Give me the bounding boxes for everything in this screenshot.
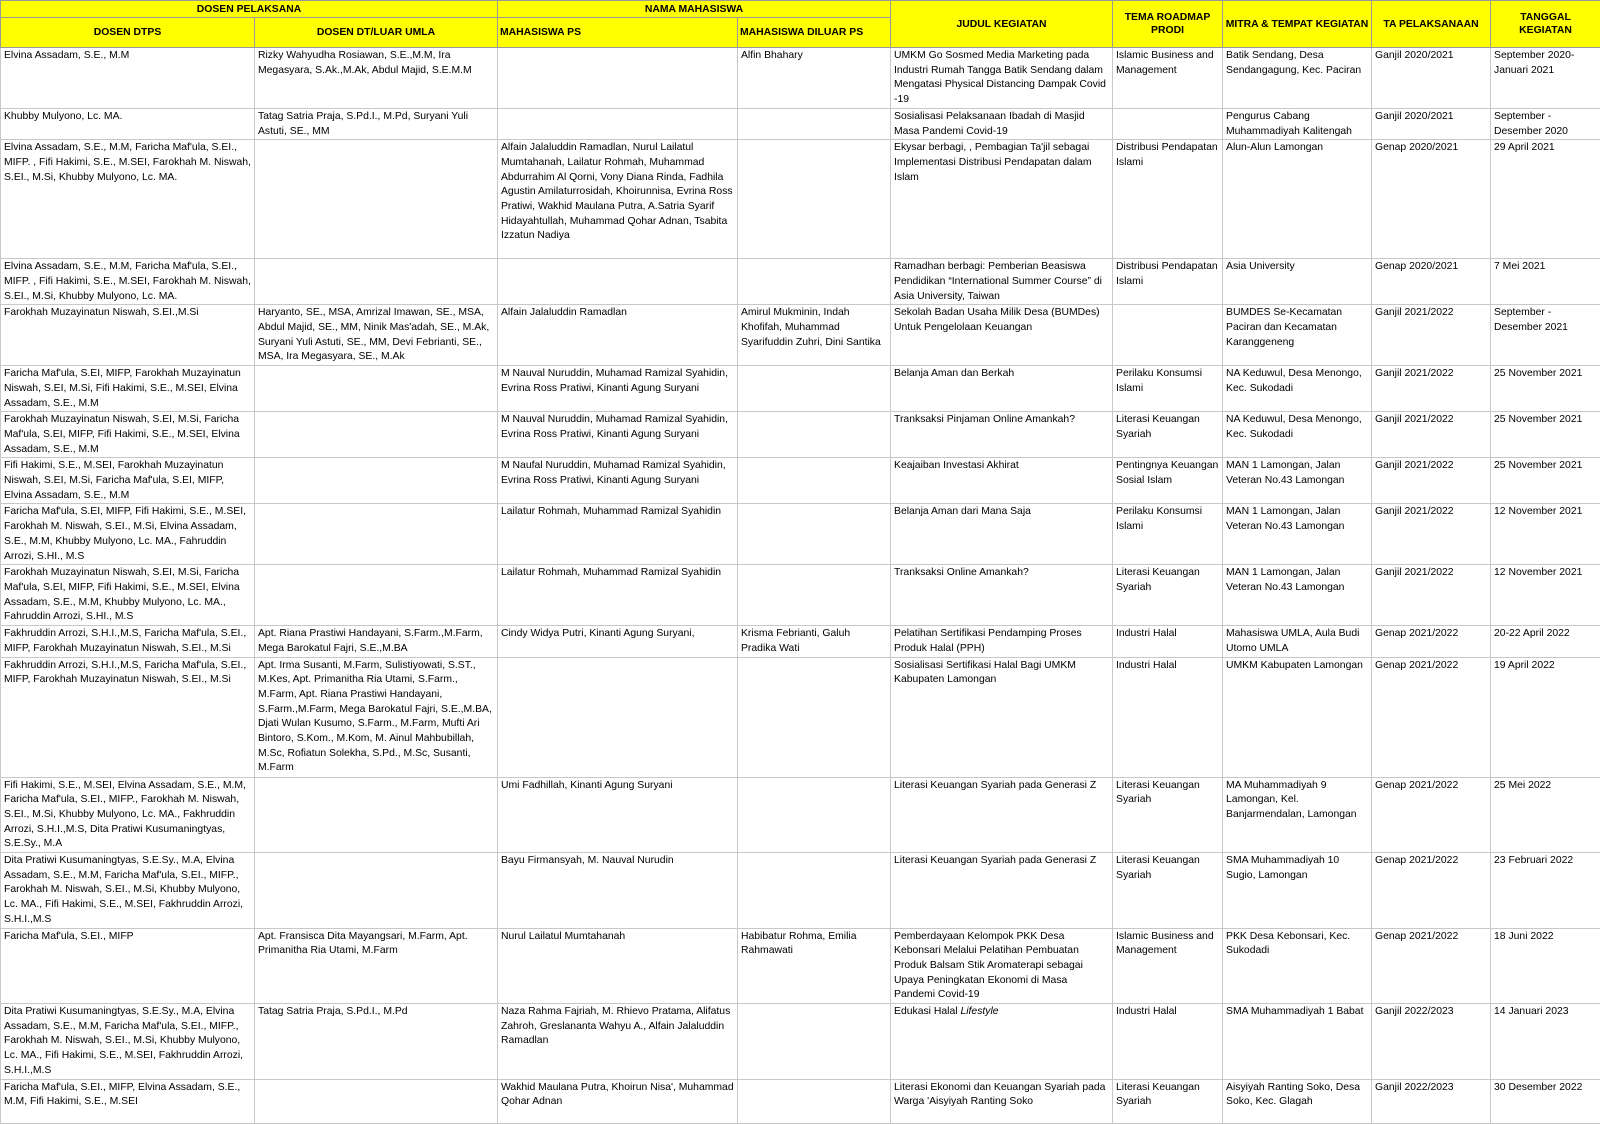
cell-mahasiswa-luar[interactable] bbox=[738, 565, 891, 626]
cell-mahasiswa-luar[interactable] bbox=[738, 259, 891, 305]
header-mahasiswa-ps: MAHASISWA PS bbox=[498, 18, 738, 48]
cell-mahasiswa-ps[interactable] bbox=[498, 259, 738, 305]
header-tema-roadmap: TEMA ROADMAP PRODI bbox=[1113, 1, 1223, 48]
cell-tema[interactable]: Perilaku Konsumsi Islami bbox=[1113, 366, 1223, 412]
cell-mahasiswa-luar[interactable]: Habibatur Rohma, Emilia Rahmawati bbox=[738, 928, 891, 1004]
cell-tanggal[interactable]: 18 Juni 2022 bbox=[1491, 928, 1600, 1004]
table-row bbox=[1, 1079, 1600, 1123]
cell-mahasiswa-ps[interactable]: Bayu Firmansyah, M. Nauval Nurudin bbox=[498, 853, 738, 929]
cell-tema[interactable]: Distribusi Pendapatan Islami bbox=[1113, 259, 1223, 305]
cell-dosen-luar[interactable]: Tatag Satria Praja, S.Pd.I., M.Pd bbox=[255, 1004, 498, 1080]
cell-dosen-dtps[interactable]: Faricha Maf'ula, S.EI, MIFP, Farokhah Muzayinatun Niswah, S.EI, M.Si, Fifi Hakimi, S.E., M.SEI, Elvina Assadam, S.E., M.M bbox=[1, 366, 255, 412]
cell-mitra[interactable]: Batik Sendang, Desa Sendangagung, Kec. Paciran bbox=[1223, 48, 1372, 109]
table-body bbox=[1, 48, 1600, 1124]
cell-mitra[interactable]: MA Muhammadiyah 9 Lamongan, Kel. Banjarmendalan, Lamongan bbox=[1223, 777, 1372, 853]
cell-ta[interactable]: Genap 2021/2022 bbox=[1372, 657, 1491, 777]
cell-judul[interactable]: Sekolah Badan Usaha Milik Desa (BUMDes) Untuk Pengelolaan Keuangan bbox=[891, 305, 1113, 366]
cell-ta[interactable]: Genap 2021/2022 bbox=[1372, 928, 1491, 1004]
cell-judul[interactable]: Keajaiban Investasi Akhirat bbox=[891, 458, 1113, 504]
table-row bbox=[1, 305, 1600, 366]
judul-italic-text: Lifestyle bbox=[960, 1006, 998, 1017]
cell-judul[interactable]: Ramadhan berbagi: Pemberian Beasiswa Pendidikan “International Summer Course” di Asia University, Taiwan bbox=[891, 259, 1113, 305]
table-row bbox=[1, 48, 1600, 109]
cell-mahasiswa-ps[interactable]: Alfain Jalaluddin Ramadlan, Nurul Lailatul Mumtahanah, Lailatur Rohmah, Muhammad Abdurrahim Al Qorni, Vony Diana Rinda, Fadhila Agustin Amilaturrosidah, Khoirunnisa, Evrina Ross Pratiwi, Wakhid Maulana Putra, A.Satria Syarif Hidayahtullah, Muhammad Qohar Adnan, Tsabita Izzatun Nadiya bbox=[498, 140, 738, 259]
cell-mahasiswa-luar[interactable] bbox=[738, 853, 891, 929]
judul-text: Edukasi Halal bbox=[894, 1006, 960, 1017]
cell-mahasiswa-ps[interactable]: Cindy Widya Putri, Kinanti Agung Suryani, bbox=[498, 626, 738, 657]
cell-ta[interactable]: Genap 2021/2022 bbox=[1372, 853, 1491, 929]
cell-dosen-luar[interactable]: Rizky Wahyudha Rosiawan, S.E.,M.M, Ira Megasyara, S.Ak.,M.Ak, Abdul Majid, S.E.M.M bbox=[255, 48, 498, 109]
cell-judul[interactable]: Literasi Keuangan Syariah pada Generasi Z bbox=[891, 853, 1113, 929]
cell-mahasiswa-ps[interactable] bbox=[498, 657, 738, 777]
table-row bbox=[1, 412, 1600, 458]
cell-mitra[interactable]: SMA Muhammadiyah 10 Sugio, Lamongan bbox=[1223, 853, 1372, 929]
cell-ta[interactable]: Genap 2020/2021 bbox=[1372, 140, 1491, 259]
cell-dosen-dtps[interactable]: Khubby Mulyono, Lc. MA. bbox=[1, 108, 255, 139]
cell-ta[interactable]: Ganjil 2021/2022 bbox=[1372, 565, 1491, 626]
header-dosen-dtps: DOSEN DTPS bbox=[1, 18, 255, 48]
cell-mahasiswa-ps[interactable]: M Naufal Nuruddin, Muhamad Ramizal Syahidin, Evrina Ross Pratiwi, Kinanti Agung Suryani bbox=[498, 458, 738, 504]
cell-judul[interactable]: Tranksaksi Online Amankah? bbox=[891, 565, 1113, 626]
header-mitra-tempat: MITRA & TEMPAT KEGIATAN bbox=[1223, 1, 1372, 48]
cell-tanggal[interactable]: 14 Januari 2023 bbox=[1491, 1004, 1600, 1080]
cell-tanggal[interactable]: 19 April 2022 bbox=[1491, 657, 1600, 777]
cell-ta[interactable]: Ganjil 2020/2021 bbox=[1372, 108, 1491, 139]
table-row bbox=[1, 140, 1600, 259]
cell-dosen-dtps[interactable]: Farokhah Muzayinatun Niswah, S.EI.,M.Si bbox=[1, 305, 255, 366]
cell-dosen-luar[interactable] bbox=[255, 504, 498, 565]
cell-mahasiswa-luar[interactable] bbox=[738, 1079, 891, 1123]
cell-tanggal[interactable]: 25 November 2021 bbox=[1491, 366, 1600, 412]
cell-ta[interactable]: Ganjil 2021/2022 bbox=[1372, 458, 1491, 504]
table-row bbox=[1, 366, 1600, 412]
cell-tema[interactable]: Literasi Keuangan Syariah bbox=[1113, 1079, 1223, 1123]
cell-ta[interactable]: Ganjil 2021/2022 bbox=[1372, 305, 1491, 366]
cell-tanggal[interactable]: September - Desember 2020 bbox=[1491, 108, 1600, 139]
cell-dosen-luar[interactable] bbox=[255, 366, 498, 412]
cell-mahasiswa-luar[interactable] bbox=[738, 657, 891, 777]
cell-mitra[interactable]: NA Keduwul, Desa Menongo, Kec. Sukodadi bbox=[1223, 366, 1372, 412]
cell-tema[interactable]: Literasi Keuangan Syariah bbox=[1113, 853, 1223, 929]
cell-tema[interactable]: Literasi Keuangan Syariah bbox=[1113, 777, 1223, 853]
cell-judul[interactable]: Ekysar berbagi, , Pembagian Ta'jil sebagai Implementasi Distribusi Pendapatan dalam Islam bbox=[891, 140, 1113, 259]
cell-tanggal[interactable]: 12 November 2021 bbox=[1491, 504, 1600, 565]
header-judul-kegiatan: JUDUL KEGIATAN bbox=[891, 1, 1113, 48]
cell-tema[interactable] bbox=[1113, 108, 1223, 139]
cell-mitra[interactable]: Mahasiswa UMLA, Aula Budi Utomo UMLA bbox=[1223, 626, 1372, 657]
cell-dosen-dtps[interactable]: Faricha Maf'ula, S.EI, MIFP, Fifi Hakimi, S.E., M.SEI, Farokhah M. Niswah, S.EI., M.Si, Elvina Assadam, S.E., M.M, Khubby Mulyono, Lc. MA., Fahruddin Arrozi, S.HI., M.S bbox=[1, 504, 255, 565]
cell-tema[interactable]: Distribusi Pendapatan Islami bbox=[1113, 140, 1223, 259]
table-row bbox=[1, 108, 1600, 139]
cell-ta[interactable]: Genap 2021/2022 bbox=[1372, 777, 1491, 853]
cell-dosen-luar[interactable] bbox=[255, 1079, 498, 1123]
cell-dosen-luar[interactable] bbox=[255, 140, 498, 259]
header-dosen-dt-luar: DOSEN DT/LUAR UMLA bbox=[255, 18, 498, 48]
cell-mahasiswa-ps[interactable]: M Nauval Nuruddin, Muhamad Ramizal Syahidin, Evrina Ross Pratiwi, Kinanti Agung Suryani bbox=[498, 366, 738, 412]
cell-tema[interactable]: Islamic Business and Management bbox=[1113, 928, 1223, 1004]
cell-judul[interactable]: Belanja Aman dari Mana Saja bbox=[891, 504, 1113, 565]
cell-ta[interactable]: Ganjil 2020/2021 bbox=[1372, 48, 1491, 109]
cell-mahasiswa-ps[interactable]: M Nauval Nuruddin, Muhamad Ramizal Syahidin, Evrina Ross Pratiwi, Kinanti Agung Suryani bbox=[498, 412, 738, 458]
cell-mahasiswa-ps[interactable]: Nurul Lailatul Mumtahanah bbox=[498, 928, 738, 1004]
cell-dosen-dtps[interactable]: Fakhruddin Arrozi, S.H.I.,M.S, Faricha Maf'ula, S.EI., MIFP, Farokhah Muzayinatun Niswah, S.EI., M.Si bbox=[1, 657, 255, 777]
cell-mahasiswa-ps[interactable] bbox=[498, 108, 738, 139]
cell-dosen-dtps[interactable]: Farokhah Muzayinatun Niswah, S.EI, M.Si, Faricha Maf'ula, S.EI, MIFP, Fifi Hakimi, S.E., M.SEI, Elvina Assadam, S.E., M.M bbox=[1, 412, 255, 458]
cell-mahasiswa-luar[interactable] bbox=[738, 777, 891, 853]
cell-dosen-luar[interactable]: Apt. Irma Susanti, M.Farm, Sulistiyowati, S.ST., M.Kes, Apt. Primanitha Ria Utami, S.Farm., M.Farm, Apt. Riana Prastiwi Handayani, S.Farm.,M.Farm, Mega Barokatul Fajri, S.E.,M.BA, Djati Wulan Kusumo, S.Farm., M.Farm, Mufti Ari Bintoro, S.Kom., M.Kom, M. Ainul Mahbubillah, M.Sc, Rofiatun Solekha, S.Pd., M.Sc, Susanti, M.Farm bbox=[255, 657, 498, 777]
cell-dosen-luar[interactable] bbox=[255, 853, 498, 929]
table-row bbox=[1, 777, 1600, 853]
cell-judul[interactable]: Pemberdayaan Kelompok PKK Desa Kebonsari Melalui Pelatihan Pembuatan Produk Balsam Stik Aromaterapi sebagai Upaya Peningkatan Ekonomi di Masa Pandemi Covid-19 bbox=[891, 928, 1113, 1004]
cell-tanggal[interactable]: 29 April 2021 bbox=[1491, 140, 1600, 259]
cell-ta[interactable]: Ganjil 2021/2022 bbox=[1372, 504, 1491, 565]
cell-dosen-dtps[interactable]: Farokhah Muzayinatun Niswah, S.EI, M.Si, Faricha Maf'ula, S.EI, MIFP, Fifi Hakimi, S.E., M.SEI, Elvina Assadam, S.E., M.M, Khubby Mulyono, Lc. MA., Fahruddin Arrozi, S.HI., M.S bbox=[1, 565, 255, 626]
cell-mahasiswa-luar[interactable]: Amirul Mukminin, Indah Khofifah, Muhammad Syarifuddin Zuhri, Dini Santika bbox=[738, 305, 891, 366]
cell-mahasiswa-ps[interactable]: Alfain Jalaluddin Ramadlan bbox=[498, 305, 738, 366]
cell-dosen-luar[interactable]: Haryanto, SE., MSA, Amrizal Imawan, SE., MSA, Abdul Majid, SE., MM, Ninik Mas'adah, SE., M.Ak, Suryani Yuli Astuti, SE., MM, Devi Febrianti, SE., MSA, Ira Megasyara, SE., M.Ak bbox=[255, 305, 498, 366]
table-row bbox=[1, 657, 1600, 777]
cell-dosen-luar[interactable] bbox=[255, 565, 498, 626]
cell-tanggal[interactable]: 25 November 2021 bbox=[1491, 458, 1600, 504]
cell-tanggal[interactable]: September - Desember 2021 bbox=[1491, 305, 1600, 366]
cell-tanggal[interactable]: 7 Mei 2021 bbox=[1491, 259, 1600, 305]
cell-mitra[interactable]: Alun-Alun Lamongan bbox=[1223, 140, 1372, 259]
table-row bbox=[1, 928, 1600, 1004]
cell-mahasiswa-ps[interactable]: Umi Fadhillah, Kinanti Agung Suryani bbox=[498, 777, 738, 853]
cell-dosen-luar[interactable]: Tatag Satria Praja, S.Pd.I., M.Pd, Suryani Yuli Astuti, SE., MM bbox=[255, 108, 498, 139]
cell-tanggal[interactable]: 25 Mei 2022 bbox=[1491, 777, 1600, 853]
cell-dosen-dtps[interactable]: Dita Pratiwi Kusumaningtyas, S.E.Sy., M.A, Elvina Assadam, S.E., M.M, Faricha Maf'ula, S.EI., MIFP., Farokhah M. Niswah, S.EI., M.Si, Khubby Mulyono, Lc. MA., Fifi Hakimi, S.E., M.SEI, Fakhruddin Arrozi, S.H.I.,M.S bbox=[1, 1004, 255, 1080]
table-row bbox=[1, 259, 1600, 305]
cell-judul[interactable]: Literasi Keuangan Syariah pada Generasi Z bbox=[891, 777, 1113, 853]
cell-dosen-dtps[interactable]: Elvina Assadam, S.E., M.M, Faricha Maf'ula, S.EI., MIFP. , Fifi Hakimi, S.E., M.SEI, Farokhah M. Niswah, S.EI., M.Si, Khubby Mulyono, Lc. MA. bbox=[1, 259, 255, 305]
cell-tanggal[interactable]: 25 November 2021 bbox=[1491, 412, 1600, 458]
cell-dosen-dtps[interactable]: Elvina Assadam, S.E., M.M, Faricha Maf'ula, S.EI., MIFP. , Fifi Hakimi, S.E., M.SEI, Farokhah M. Niswah, S.EI., M.Si, Khubby Mulyono, Lc. MA. bbox=[1, 140, 255, 259]
cell-ta[interactable]: Ganjil 2022/2023 bbox=[1372, 1079, 1491, 1123]
cell-dosen-dtps[interactable]: Fifi Hakimi, S.E., M.SEI, Elvina Assadam, S.E., M.M, Faricha Maf'ula, S.EI., MIFP., Farokhah M. Niswah, S.EI., M.Si, Khubby Mulyono, Lc. MA., Fakhruddin Arrozi, S.H.I.,M.S, Dita Pratiwi Kusumaningtyas, S.E.Sy., M.A bbox=[1, 777, 255, 853]
cell-dosen-luar[interactable]: Apt. Fransisca Dita Mayangsari, M.Farm, Apt. Primanitha Ria Utami, M.Farm bbox=[255, 928, 498, 1004]
cell-tema[interactable]: Industri Halal bbox=[1113, 1004, 1223, 1080]
cell-dosen-dtps[interactable]: Faricha Maf'ula, S.EI., MIFP bbox=[1, 928, 255, 1004]
header-ta-pelaksanaan: TA PELAKSANAAN bbox=[1372, 1, 1491, 48]
table-row bbox=[1, 1004, 1600, 1080]
cell-ta[interactable]: Genap 2020/2021 bbox=[1372, 259, 1491, 305]
cell-tanggal[interactable]: 12 November 2021 bbox=[1491, 565, 1600, 626]
header-nama-mahasiswa: NAMA MAHASISWA bbox=[498, 1, 891, 18]
cell-tema[interactable]: Pentingnya Keuangan Sosial Islam bbox=[1113, 458, 1223, 504]
cell-tema[interactable] bbox=[1113, 305, 1223, 366]
cell-mahasiswa-luar[interactable] bbox=[738, 108, 891, 139]
cell-mahasiswa-luar[interactable] bbox=[738, 504, 891, 565]
cell-mitra[interactable]: Asia University bbox=[1223, 259, 1372, 305]
cell-ta[interactable]: Ganjil 2022/2023 bbox=[1372, 1004, 1491, 1080]
cell-judul[interactable]: Literasi Ekonomi dan Keuangan Syariah pada Warga 'Aisyiyah Ranting Soko bbox=[891, 1079, 1113, 1123]
cell-judul[interactable]: Pelatihan Sertifikasi Pendamping Proses Produk Halal (PPH) bbox=[891, 626, 1113, 657]
cell-mahasiswa-luar[interactable]: Krisma Febrianti, Galuh Pradika Wati bbox=[738, 626, 891, 657]
cell-tanggal[interactable]: 23 Februari 2022 bbox=[1491, 853, 1600, 929]
cell-dosen-luar[interactable]: Apt. Riana Prastiwi Handayani, S.Farm.,M.Farm, Mega Barokatul Fajri, S.E.,M.BA bbox=[255, 626, 498, 657]
cell-ta[interactable]: Ganjil 2021/2022 bbox=[1372, 366, 1491, 412]
cell-dosen-dtps[interactable]: Faricha Maf'ula, S.EI., MIFP, Elvina Assadam, S.E., M.M, Fifi Hakimi, S.E., M.SEI bbox=[1, 1079, 255, 1123]
cell-mitra[interactable]: NA Keduwul, Desa Menongo, Kec. Sukodadi bbox=[1223, 412, 1372, 458]
cell-judul[interactable]: Sosialisasi Pelaksanaan Ibadah di Masjid Masa Pandemi Covid-19 bbox=[891, 108, 1113, 139]
cell-mahasiswa-luar[interactable]: Alfin Bhahary bbox=[738, 48, 891, 109]
cell-tema[interactable]: Industri Halal bbox=[1113, 626, 1223, 657]
cell-dosen-luar[interactable] bbox=[255, 458, 498, 504]
cell-mitra[interactable]: BUMDES Se-Kecamatan Paciran dan Kecamatan Karanggeneng bbox=[1223, 305, 1372, 366]
cell-mahasiswa-ps[interactable]: Naza Rahma Fajriah, M. Rhievo Pratama, Alifatus Zahroh, Greslananta Wahyu A., Alfain Jalaluddin Ramadlan bbox=[498, 1004, 738, 1080]
table-row bbox=[1, 504, 1600, 565]
cell-mitra[interactable]: PKK Desa Kebonsari, Kec. Sukodadi bbox=[1223, 928, 1372, 1004]
cell-dosen-dtps[interactable]: Fakhruddin Arrozi, S.H.I.,M.S, Faricha Maf'ula, S.EI., MIFP, Farokhah Muzayinatun Niswah, S.EI., M.Si bbox=[1, 626, 255, 657]
cell-tanggal[interactable]: September 2020-Januari 2021 bbox=[1491, 48, 1600, 109]
table-row bbox=[1, 853, 1600, 929]
table-row bbox=[1, 458, 1600, 504]
cell-mahasiswa-luar[interactable] bbox=[738, 140, 891, 259]
cell-judul[interactable] bbox=[891, 1004, 1113, 1080]
cell-mahasiswa-luar[interactable] bbox=[738, 366, 891, 412]
cell-mitra[interactable]: MAN 1 Lamongan, Jalan Veteran No.43 Lamongan bbox=[1223, 565, 1372, 626]
cell-dosen-luar[interactable] bbox=[255, 412, 498, 458]
cell-dosen-dtps[interactable]: Elvina Assadam, S.E., M.M bbox=[1, 48, 255, 109]
cell-mitra[interactable]: SMA Muhammadiyah 1 Babat bbox=[1223, 1004, 1372, 1080]
cell-tanggal[interactable]: 20-22 April 2022 bbox=[1491, 626, 1600, 657]
cell-judul[interactable]: Tranksaksi Pinjaman Online Amankah? bbox=[891, 412, 1113, 458]
cell-tema[interactable]: Islamic Business and Management bbox=[1113, 48, 1223, 109]
cell-judul[interactable]: Sosialisasi Sertifikasi Halal Bagi UMKM Kabupaten Lamongan bbox=[891, 657, 1113, 777]
cell-mitra[interactable]: UMKM Kabupaten Lamongan bbox=[1223, 657, 1372, 777]
cell-tema[interactable]: Industri Halal bbox=[1113, 657, 1223, 777]
cell-tema[interactable]: Perilaku Konsumsi Islami bbox=[1113, 504, 1223, 565]
cell-dosen-luar[interactable] bbox=[255, 777, 498, 853]
table-row bbox=[1, 626, 1600, 657]
table-row bbox=[1, 565, 1600, 626]
cell-mahasiswa-luar[interactable] bbox=[738, 1004, 891, 1080]
header-dosen-pelaksana: DOSEN PELAKSANA bbox=[1, 1, 498, 18]
cell-mahasiswa-luar[interactable] bbox=[738, 412, 891, 458]
cell-ta[interactable]: Ganjil 2021/2022 bbox=[1372, 412, 1491, 458]
header-tanggal-kegiatan: TANGGAL KEGIATAN bbox=[1491, 1, 1600, 48]
cell-mitra[interactable]: MAN 1 Lamongan, Jalan Veteran No.43 Lamongan bbox=[1223, 458, 1372, 504]
cell-tema[interactable]: Literasi Keuangan Syariah bbox=[1113, 412, 1223, 458]
cell-tema[interactable]: Literasi Keuangan Syariah bbox=[1113, 565, 1223, 626]
cell-mahasiswa-luar[interactable] bbox=[738, 458, 891, 504]
cell-mitra[interactable]: MAN 1 Lamongan, Jalan Veteran No.43 Lamongan bbox=[1223, 504, 1372, 565]
cell-mitra[interactable]: Pengurus Cabang Muhammadiyah Kalitengah bbox=[1223, 108, 1372, 139]
cell-ta[interactable]: Genap 2021/2022 bbox=[1372, 626, 1491, 657]
cell-judul[interactable]: UMKM Go Sosmed Media Marketing pada Industri Rumah Tangga Batik Sendang dalam Mengatasi Physical Distancing Dampak Covid -19 bbox=[891, 48, 1113, 109]
cell-judul[interactable]: Belanja Aman dan Berkah bbox=[891, 366, 1113, 412]
cell-mitra[interactable]: Aisyiyah Ranting Soko, Desa Soko, Kec. Glagah bbox=[1223, 1079, 1372, 1123]
cell-dosen-dtps[interactable]: Fifi Hakimi, S.E., M.SEI, Farokhah Muzayinatun Niswah, S.EI, M.Si, Faricha Maf'ula, S.EI, MIFP, Elvina Assadam, S.E., M.M bbox=[1, 458, 255, 504]
header-mahasiswa-luar-ps: MAHASISWA DILUAR PS bbox=[738, 18, 891, 48]
cell-mahasiswa-ps[interactable]: Lailatur Rohmah, Muhammad Ramizal Syahidin bbox=[498, 504, 738, 565]
cell-dosen-luar[interactable] bbox=[255, 259, 498, 305]
cell-tanggal[interactable]: 30 Desember 2022 bbox=[1491, 1079, 1600, 1123]
cell-mahasiswa-ps[interactable]: Lailatur Rohmah, Muhammad Ramizal Syahidin bbox=[498, 565, 738, 626]
cell-mahasiswa-ps[interactable]: Wakhid Maulana Putra, Khoirun Nisa', Muhammad Qohar Adnan bbox=[498, 1079, 738, 1123]
cell-mahasiswa-ps[interactable] bbox=[498, 48, 738, 109]
cell-dosen-dtps[interactable]: Dita Pratiwi Kusumaningtyas, S.E.Sy., M.A, Elvina Assadam, S.E., M.M, Faricha Maf'ula, S.EI., MIFP., Farokhah M. Niswah, S.EI., M.Si, Khubby Mulyono, Lc. MA., Fifi Hakimi, S.E., M.SEI, Fakhruddin Arrozi, S.H.I.,M.S bbox=[1, 853, 255, 929]
